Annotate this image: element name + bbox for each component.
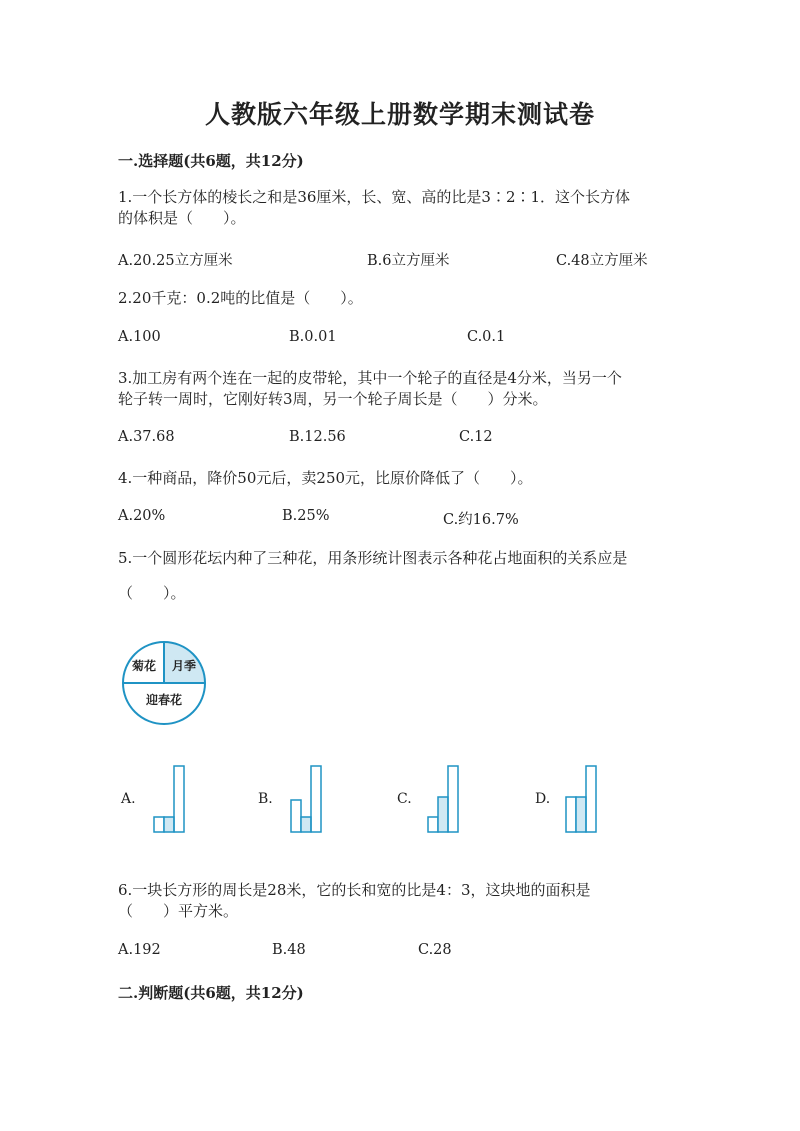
question-2-line1: 2.20千克：0.2吨的比值是（ ）。 xyxy=(118,289,363,307)
pie-label-juhua: 菊花 xyxy=(131,659,157,673)
bar-juhua xyxy=(291,800,301,832)
q5-option-d-chart xyxy=(562,760,612,835)
q2-option-c: C.0.1 xyxy=(467,329,506,345)
bar-yueji xyxy=(576,797,586,832)
question-1-line1: 1.一个长方体的棱长之和是36厘米，长、宽、高的比是3∶2∶1．这个长方体 xyxy=(118,188,631,206)
question-3 xyxy=(118,368,688,410)
bar-yueji xyxy=(438,797,448,832)
q5-option-a-label: A. xyxy=(121,791,136,807)
q5-option-c-label: C. xyxy=(397,791,412,807)
question-5-line1: 5.一个圆形花坛内种了三种花，用条形统计图表示各种花占地面积的关系应是 xyxy=(118,549,628,567)
q5-option-b-label: B. xyxy=(258,791,273,807)
bar-yingchunhua xyxy=(174,766,184,832)
q6-option-a: A.192 xyxy=(118,942,161,958)
q1-option-c: C.48立方厘米 xyxy=(556,253,648,269)
q5-option-b-chart xyxy=(287,760,337,835)
q6-option-c: C.28 xyxy=(418,942,452,958)
question-5 xyxy=(118,548,688,604)
q4-option-c: C.约16.7% xyxy=(443,512,519,528)
bar-yueji xyxy=(164,817,174,832)
section-heading-judgement: 二.判断题(共6题，共12分) xyxy=(118,984,304,1002)
page-title: 人教版六年级上册数学期末测试卷 xyxy=(204,100,595,129)
flower-bed-pie-diagram xyxy=(121,640,207,726)
question-3-line2: 轮子转一周时，它刚好转3周，另一个轮子周长是（ ）分米。 xyxy=(118,390,548,408)
question-3-line1: 3.加工房有两个连在一起的皮带轮，其中一个轮子的直径是4分米，当另一个 xyxy=(118,369,622,387)
question-2 xyxy=(118,288,688,309)
q1-option-a: A.20.25立方厘米 xyxy=(118,253,233,269)
pie-label-yueji: 月季 xyxy=(171,659,197,673)
question-4 xyxy=(118,468,688,489)
bar-yueji xyxy=(301,817,311,832)
q1-option-b: B.6立方厘米 xyxy=(367,253,450,269)
bar-juhua xyxy=(154,817,164,832)
bar-yingchunhua xyxy=(311,766,321,832)
q4-option-b: B.25% xyxy=(282,508,330,524)
question-6 xyxy=(118,880,688,922)
q2-option-b: B.0.01 xyxy=(289,329,337,345)
q3-option-c: C.12 xyxy=(459,429,493,445)
q5-option-c-chart xyxy=(424,760,474,835)
q6-option-b: B.48 xyxy=(272,942,306,958)
bar-juhua xyxy=(428,817,438,832)
bar-yingchunhua xyxy=(448,766,458,832)
question-1 xyxy=(118,187,688,229)
q3-option-b: B.12.56 xyxy=(289,429,346,445)
question-6-line1: 6.一块长方形的周长是28米，它的长和宽的比是4：3，这块地的面积是 xyxy=(118,881,591,899)
section-heading-choice: 一.选择题(共6题，共12分) xyxy=(118,152,304,170)
q2-option-a: A.100 xyxy=(118,329,161,345)
bar-juhua xyxy=(566,797,576,832)
question-1-line2: 的体积是（ ）。 xyxy=(118,209,246,227)
question-6-line2: （ ）平方米。 xyxy=(118,902,239,920)
q5-option-a-chart xyxy=(150,760,200,835)
q3-option-a: A.37.68 xyxy=(118,429,175,445)
question-4-line1: 4.一种商品，降价50元后，卖250元，比原价降低了（ ）。 xyxy=(118,469,533,487)
q5-option-d-label: D. xyxy=(535,791,551,807)
bar-yingchunhua xyxy=(586,766,596,832)
pie-label-yingchunhua: 迎春花 xyxy=(145,693,183,707)
question-5-line2: （ ）。 xyxy=(118,584,186,602)
q4-option-a: A.20% xyxy=(118,508,166,524)
